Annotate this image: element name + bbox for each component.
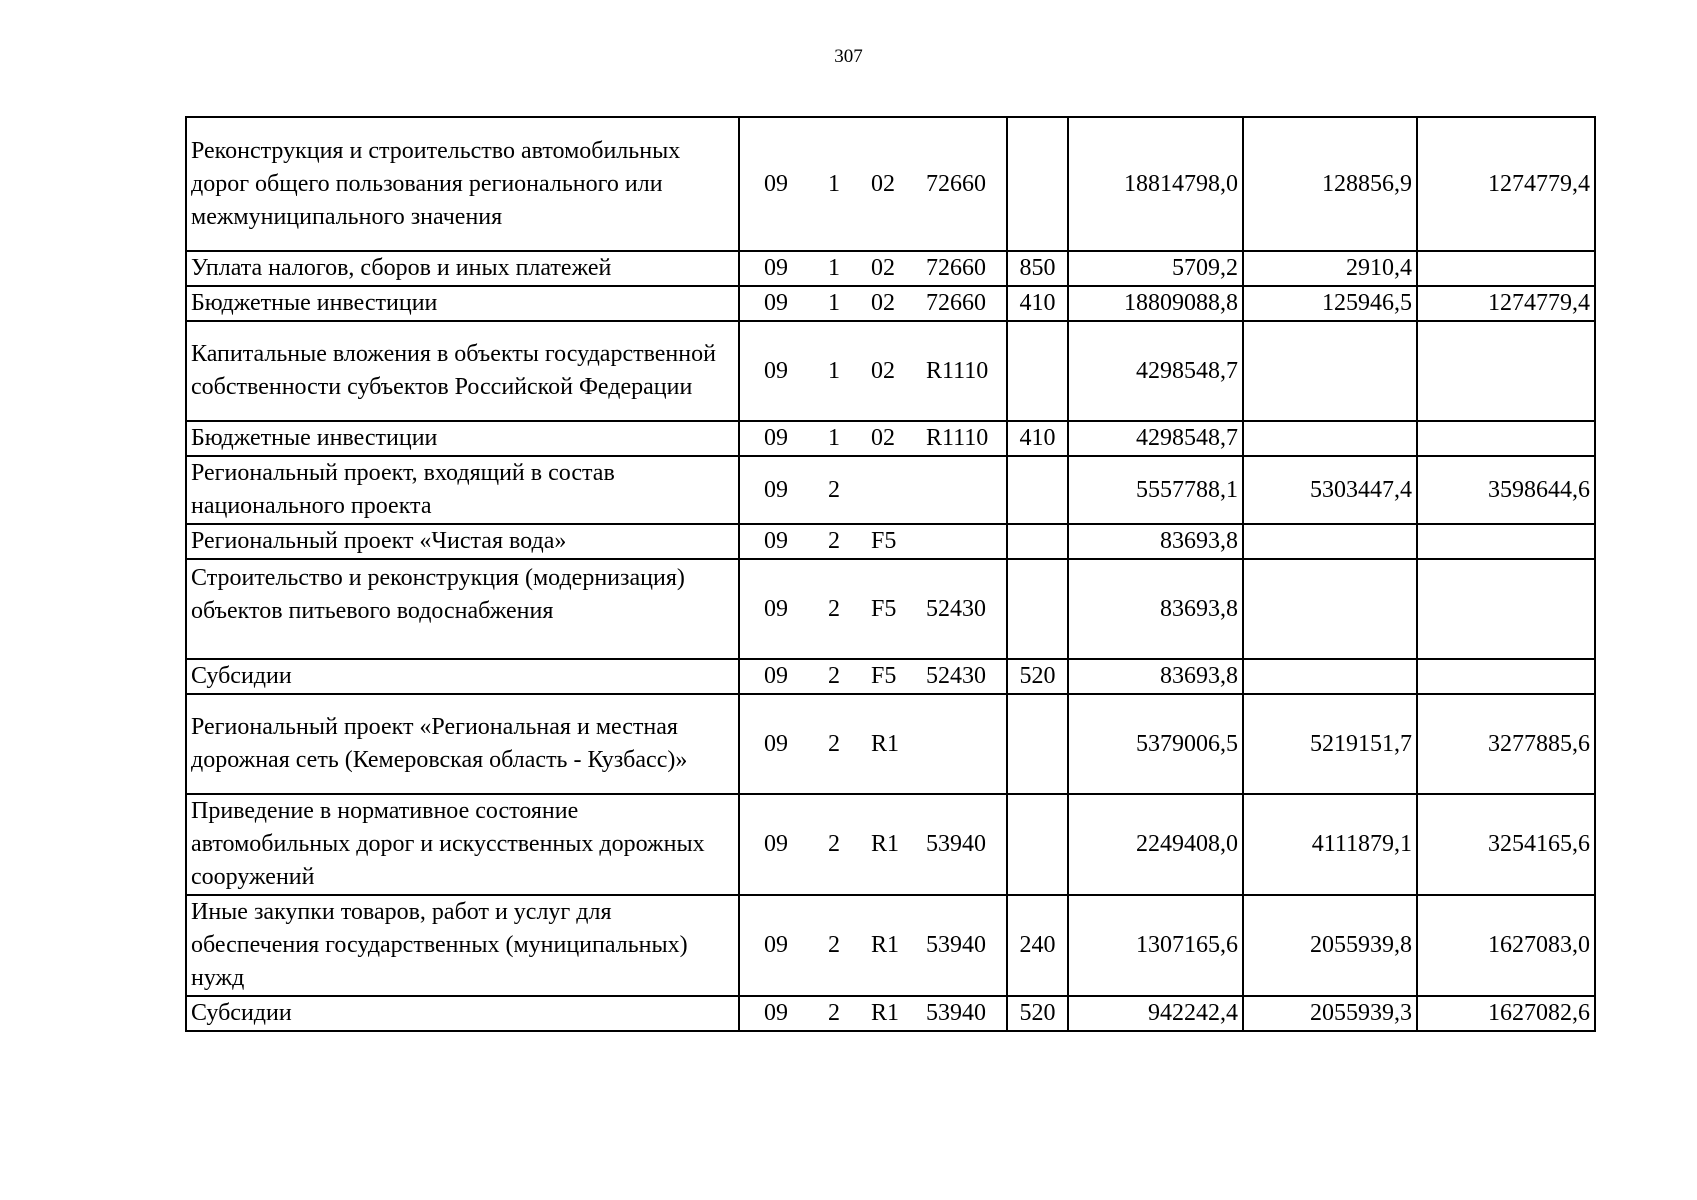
table-row (186, 895, 1595, 996)
amount-year-3 (1417, 524, 1595, 559)
program-code: 09 (764, 170, 788, 197)
expense-type-code: 240 (1007, 895, 1068, 996)
target-article-code (739, 286, 1007, 321)
amount-year-2: 128856,9 (1243, 117, 1417, 251)
direction-code: R1110 (926, 425, 989, 451)
direction-code: 53940 (926, 932, 986, 958)
amount-year-2 (1243, 321, 1417, 421)
program-code: 09 (764, 730, 788, 757)
table-row (186, 794, 1595, 895)
amount-year-3 (1417, 559, 1595, 659)
subprogram-code: 2 (828, 730, 840, 757)
target-article-code (739, 117, 1007, 251)
target-article-code (739, 996, 1007, 1031)
target-article-code (739, 794, 1007, 895)
expense-type-code: 520 (1007, 996, 1068, 1031)
amount-year-3: 3254165,6 (1417, 794, 1595, 895)
amount-year-1: 83693,8 (1068, 659, 1243, 694)
subprogram-code: 1 (828, 255, 840, 281)
table-row (186, 251, 1595, 286)
row-name: Приведение в нормативное состояние автомобильных дорог и искусственных дорожных сооружений (186, 794, 739, 895)
program-code: 09 (764, 290, 788, 316)
table-row (186, 659, 1595, 694)
expense-type-code (1007, 794, 1068, 895)
table-row (186, 996, 1595, 1031)
expense-type-code: 410 (1007, 421, 1068, 456)
subprogram-code: 1 (828, 357, 840, 384)
main-event-code: F5 (871, 595, 897, 622)
subprogram-code: 2 (828, 595, 840, 622)
expense-type-code: 520 (1007, 659, 1068, 694)
expense-type-code (1007, 524, 1068, 559)
program-code: 09 (764, 831, 788, 857)
table-row (186, 559, 1595, 659)
expense-type-code (1007, 117, 1068, 251)
amount-year-3 (1417, 321, 1595, 421)
amount-year-2 (1243, 559, 1417, 659)
amount-year-3 (1417, 251, 1595, 286)
main-event-code: R1 (871, 1000, 900, 1026)
target-article-code (739, 456, 1007, 524)
amount-year-2: 5219151,7 (1243, 694, 1417, 794)
amount-year-1: 4298548,7 (1068, 321, 1243, 421)
page-number: 307 (834, 46, 863, 67)
main-event-code: F5 (871, 528, 897, 554)
budget-table (185, 116, 1596, 1032)
direction-code: 72660 (926, 170, 986, 197)
target-article-code (739, 421, 1007, 456)
subprogram-code: 2 (828, 528, 840, 554)
amount-year-1: 18809088,8 (1068, 286, 1243, 321)
direction-code: 72660 (926, 290, 986, 316)
amount-year-1: 1307165,6 (1068, 895, 1243, 996)
direction-code: 72660 (926, 255, 986, 281)
main-event-code: 02 (871, 170, 895, 197)
program-code: 09 (764, 595, 788, 622)
main-event-code: 02 (871, 290, 895, 316)
amount-year-2: 125946,5 (1243, 286, 1417, 321)
amount-year-2 (1243, 524, 1417, 559)
row-name: Региональный проект, входящий в состав национального проекта (186, 456, 739, 524)
expense-type-code: 850 (1007, 251, 1068, 286)
subprogram-code: 2 (828, 932, 840, 958)
amount-year-2: 4111879,1 (1243, 794, 1417, 895)
row-name: Субсидии (186, 659, 739, 694)
table-row (186, 524, 1595, 559)
expense-type-code: 410 (1007, 286, 1068, 321)
program-code: 09 (764, 932, 788, 958)
program-code: 09 (764, 528, 788, 554)
amount-year-2: 2055939,8 (1243, 895, 1417, 996)
row-name: Региональный проект «Чистая вода» (186, 524, 739, 559)
amount-year-1: 5709,2 (1068, 251, 1243, 286)
table-row (186, 286, 1595, 321)
main-event-code: R1 (871, 831, 900, 857)
row-name: Реконструкция и строительство автомобильных дорог общего пользования регионального или межмуниципального значения (186, 117, 739, 251)
expense-type-code (1007, 321, 1068, 421)
amount-year-1: 2249408,0 (1068, 794, 1243, 895)
row-name: Уплата налогов, сборов и иных платежей (186, 251, 739, 286)
direction-code: R1110 (926, 357, 989, 384)
subprogram-code: 1 (828, 290, 840, 316)
target-article-code (739, 559, 1007, 659)
direction-code: 53940 (926, 831, 986, 857)
amount-year-3: 1627083,0 (1417, 895, 1595, 996)
amount-year-1: 18814798,0 (1068, 117, 1243, 251)
expense-type-code (1007, 694, 1068, 794)
amount-year-1: 83693,8 (1068, 559, 1243, 659)
amount-year-1: 4298548,7 (1068, 421, 1243, 456)
program-code: 09 (764, 1000, 788, 1026)
amount-year-2 (1243, 421, 1417, 456)
main-event-code: F5 (871, 663, 897, 689)
main-event-code: R1 (871, 730, 900, 757)
amount-year-2 (1243, 659, 1417, 694)
target-article-code (739, 895, 1007, 996)
subprogram-code: 2 (828, 1000, 840, 1026)
row-name: Субсидии (186, 996, 739, 1031)
row-name: Бюджетные инвестиции (186, 286, 739, 321)
table-row (186, 456, 1595, 524)
subprogram-code: 2 (828, 831, 840, 857)
amount-year-3: 1274779,4 (1417, 286, 1595, 321)
target-article-code (739, 251, 1007, 286)
table-row (186, 694, 1595, 794)
target-article-code (739, 321, 1007, 421)
expense-type-code (1007, 559, 1068, 659)
amount-year-3: 1627082,6 (1417, 996, 1595, 1031)
amount-year-2: 2055939,3 (1243, 996, 1417, 1031)
table-row (186, 421, 1595, 456)
main-event-code: 02 (871, 255, 895, 281)
table-row (186, 117, 1595, 251)
direction-code: 53940 (926, 1000, 986, 1026)
amount-year-1: 83693,8 (1068, 524, 1243, 559)
amount-year-3 (1417, 421, 1595, 456)
target-article-code (739, 524, 1007, 559)
row-name: Капитальные вложения в объекты государственной собственности субъектов Российской Федерации (186, 321, 739, 421)
row-name: Региональный проект «Региональная и местная дорожная сеть (Кемеровская область - Кузбасс)» (186, 694, 739, 794)
direction-code: 52430 (926, 595, 986, 622)
row-name: Иные закупки товаров, работ и услуг для обеспечения государственных (муниципальных) нужд (186, 895, 739, 996)
row-name: Бюджетные инвестиции (186, 421, 739, 456)
target-article-code (739, 694, 1007, 794)
main-event-code: 02 (871, 425, 895, 451)
subprogram-code: 2 (828, 476, 840, 503)
amount-year-3: 1274779,4 (1417, 117, 1595, 251)
amount-year-2: 2910,4 (1243, 251, 1417, 286)
amount-year-3: 3277885,6 (1417, 694, 1595, 794)
row-name: Строительство и реконструкция (модернизация) объектов питьевого водоснабжения (186, 559, 739, 659)
subprogram-code: 1 (828, 170, 840, 197)
amount-year-1: 5557788,1 (1068, 456, 1243, 524)
amount-year-3: 3598644,6 (1417, 456, 1595, 524)
subprogram-code: 2 (828, 663, 840, 689)
program-code: 09 (764, 663, 788, 689)
program-code: 09 (764, 425, 788, 451)
program-code: 09 (764, 255, 788, 281)
direction-code: 52430 (926, 663, 986, 689)
main-event-code: R1 (871, 932, 900, 958)
table-row (186, 321, 1595, 421)
amount-year-2: 5303447,4 (1243, 456, 1417, 524)
main-event-code: 02 (871, 357, 895, 384)
program-code: 09 (764, 476, 788, 503)
amount-year-3 (1417, 659, 1595, 694)
subprogram-code: 1 (828, 425, 840, 451)
amount-year-1: 5379006,5 (1068, 694, 1243, 794)
expense-type-code (1007, 456, 1068, 524)
program-code: 09 (764, 357, 788, 384)
amount-year-1: 942242,4 (1068, 996, 1243, 1031)
target-article-code (739, 659, 1007, 694)
